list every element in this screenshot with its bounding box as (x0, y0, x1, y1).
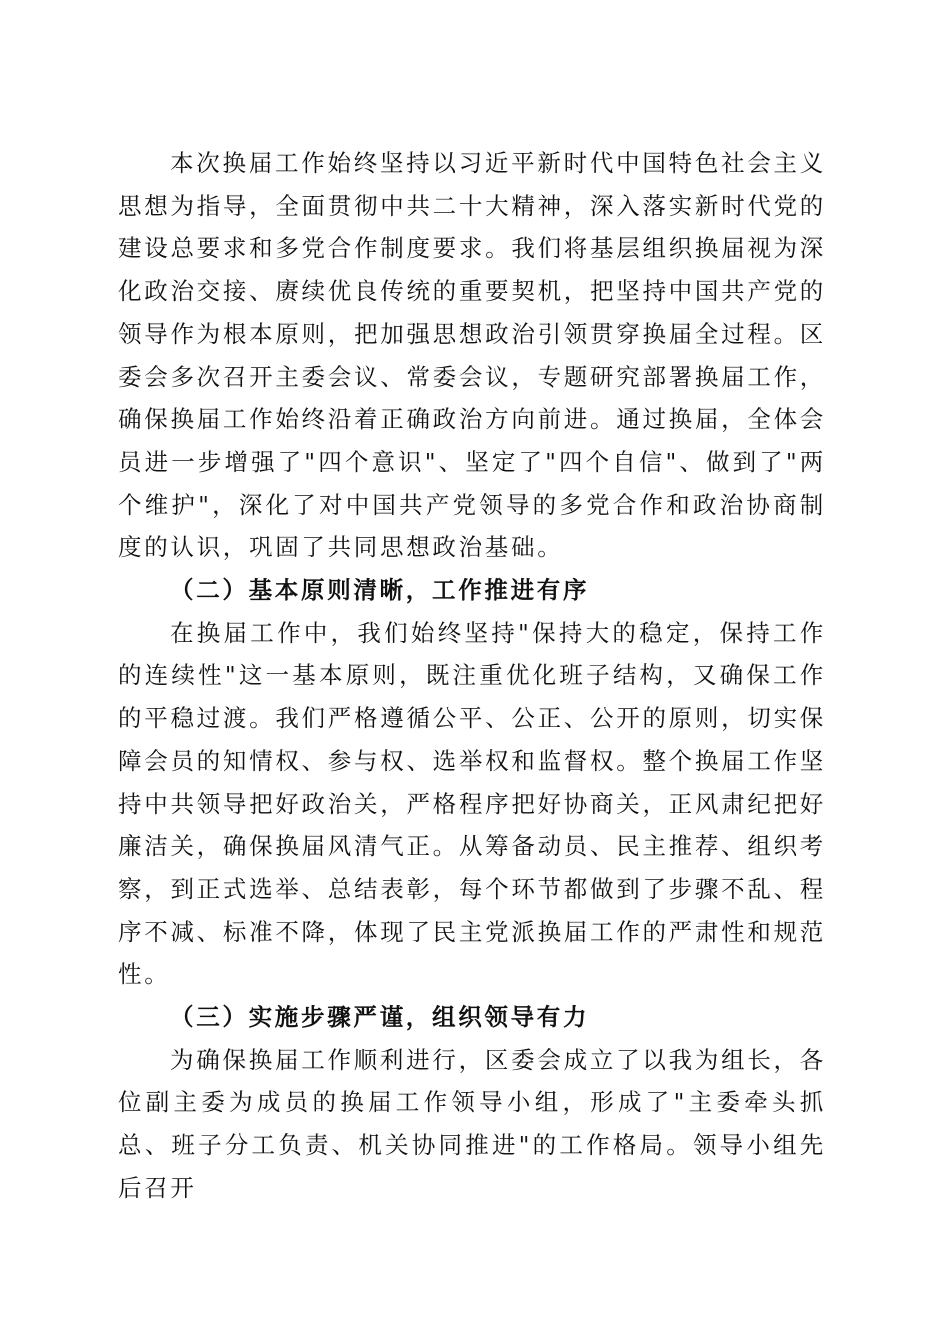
section-heading-2: （二）基本原则清晰，工作推进有序 (170, 576, 590, 605)
section-heading-3: （三）实施步骤严谨，组织领导有力 (170, 1003, 590, 1032)
document-body (118, 142, 826, 1210)
body-paragraph-3: 为确保换届工作顺利进行，区委会成立了以我为组长，各位副主委为成员的换届工作领导小组，形成了"主委牵头抓总、班子分工负责、机关协同推进"的工作格局。领导小组先后召开 (118, 1045, 826, 1202)
body-paragraph-1: 本次换届工作始终坚持以习近平新时代中国特色社会主义思想为指导，全面贯彻中共二十大精神，深入落实新时代党的建设总要求和多党合作制度要求。我们将基层组织换届视为深化政治交接、赓续优良传统的重要契机，把坚持中国共产党的领导作为根本原则，把加强思想政治引领贯穿换届全过程。区委会多次召开主委会议、常委会议，专题研究部署换届工作，确保换届工作始终沿着正确政治方向前进。通过换届，全体会员进一步增强了"四个意识"、坚定了"四个自信"、做到了"两个维护"，深化了对中国共产党领导的多党合作和政治协商制度的认识，巩固了共同思想政治基础。 (118, 149, 826, 562)
body-paragraph-2: 在换届工作中，我们始终坚持"保持大的稳定，保持工作的连续性"这一基本原则，既注重优化班子结构，又确保工作的平稳过渡。我们严格遵循公平、公正、公开的原则，切实保障会员的知情权、参与权、选举权和监督权。整个换届工作坚持中共领导把好政治关，严格程序把好协商关，正风肃纪把好廉洁关，确保换届风清气正。从筹备动员、民主推荐、组织考察，到正式选举、总结表彰，每个环节都做到了步骤不乱、程序不减、标准不降，体现了民主党派换届工作的严肃性和规范性。 (118, 618, 826, 989)
